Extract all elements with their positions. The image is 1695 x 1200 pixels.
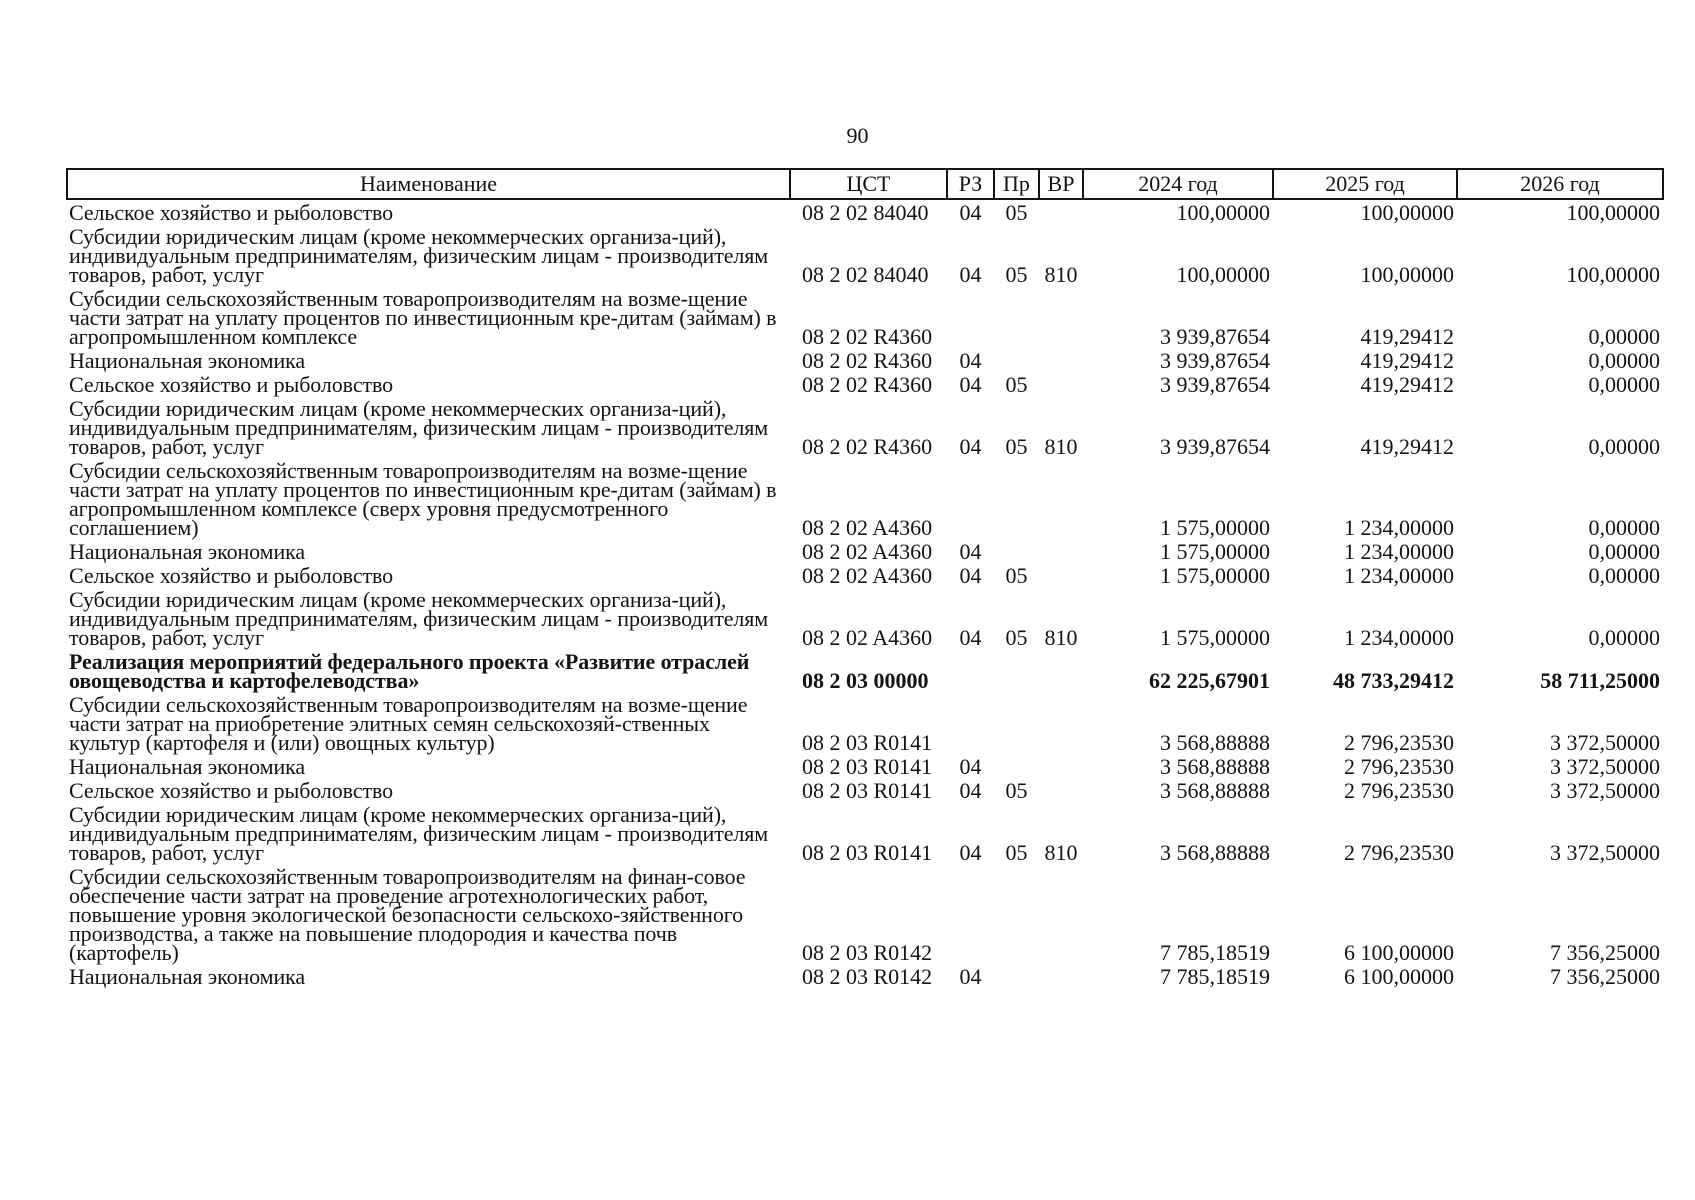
cell-cst: 08 2 03 R0142 [802, 964, 933, 989]
cell-y2026: 3 372,50000 [1550, 730, 1660, 755]
cell-name: Сельское хозяйство и рыболовство [69, 200, 394, 225]
table-row [67, 372, 1663, 396]
cell-y2026: 100,00000 [1566, 262, 1660, 287]
cell-y2024: 3 568,88888 [1160, 754, 1270, 779]
cell-y2024: 7 785,18519 [1160, 964, 1270, 989]
cell-vr [1039, 563, 1083, 587]
cell-y2025: 1 234,00000 [1344, 539, 1454, 564]
cell-vr [1039, 286, 1083, 348]
cell-vr: 810 [1044, 262, 1078, 287]
cell-cst: 08 2 03 00000 [802, 668, 929, 693]
cell-cst: 08 2 03 R0142 [802, 940, 933, 965]
cell-y2024: 3 568,88888 [1160, 778, 1270, 803]
cell-y2024: 1 575,00000 [1160, 515, 1270, 540]
cell-y2025: 100,00000 [1360, 262, 1454, 287]
cell-y2025: 48 733,29412 [1333, 668, 1454, 693]
cell-vr [1039, 199, 1083, 224]
cell-y2024: 3 939,87654 [1160, 324, 1270, 349]
cell-y2026: 100,00000 [1566, 200, 1660, 225]
cell-pr: 05 [1005, 778, 1028, 803]
cell-y2026: 0,00000 [1588, 515, 1660, 540]
cell-cst: 08 2 02 R4360 [802, 372, 933, 397]
cell-y2026: 0,00000 [1588, 348, 1660, 373]
cell-cst: 08 2 02 R4360 [802, 324, 933, 349]
cell-y2024: 1 575,00000 [1160, 563, 1270, 588]
cell-rz [947, 649, 994, 692]
cell-rz: 04 [959, 563, 982, 588]
cell-vr [1039, 964, 1083, 988]
cell-y2024: 3 939,87654 [1160, 372, 1270, 397]
cell-vr [1039, 754, 1083, 778]
cell-vr [1039, 649, 1083, 692]
cell-vr [1039, 778, 1083, 802]
table-row [67, 864, 1663, 964]
cell-cst: 08 2 03 R0141 [802, 840, 933, 865]
cell-y2024: 3 568,88888 [1160, 730, 1270, 755]
cell-rz: 04 [959, 539, 982, 564]
cell-cst: 08 2 02 A4360 [802, 539, 933, 564]
cell-vr [1039, 372, 1083, 396]
table-row [67, 778, 1663, 802]
cell-y2024: 100,00000 [1176, 200, 1270, 225]
table-row [67, 458, 1663, 539]
table-row [67, 199, 1663, 224]
cell-name: Субсидии юридическим лицам (кроме некоммерческих организа-ций), индивидуальным предпринимателям, физическим лицам - производителям товаров, работ, услуг [69, 802, 769, 865]
cell-y2026: 0,00000 [1588, 434, 1660, 459]
header-row [67, 169, 1663, 199]
cell-name: Национальная экономика [69, 754, 306, 779]
cell-y2024: 1 575,00000 [1160, 539, 1270, 564]
header-name: Наименование [67, 169, 790, 199]
cell-vr [1039, 692, 1083, 754]
table-row [67, 964, 1663, 988]
cell-rz [947, 458, 994, 539]
cell-cst: 08 2 02 84040 [802, 262, 929, 287]
cell-pr: 05 [1005, 563, 1028, 588]
cell-y2026: 3 372,50000 [1550, 754, 1660, 779]
cell-pr: 05 [1005, 625, 1028, 650]
table-row [67, 539, 1663, 563]
cell-pr: 05 [1005, 262, 1028, 287]
cell-y2025: 419,29412 [1360, 324, 1454, 349]
cell-cst: 08 2 02 A4360 [802, 515, 933, 540]
cell-y2026: 0,00000 [1588, 563, 1660, 588]
cell-rz [947, 286, 994, 348]
cell-y2026: 0,00000 [1588, 324, 1660, 349]
cell-pr: 05 [1005, 840, 1028, 865]
cell-name: Субсидии сельскохозяйственным товаропроизводителям на возме-щение части затрат на уплату процентов по инвестиционным кре-дитам (займам) в агропромышленном комплексе [69, 286, 777, 349]
table-row [67, 754, 1663, 778]
cell-name: Национальная экономика [69, 539, 306, 564]
cell-name: Национальная экономика [69, 964, 306, 989]
cell-rz: 04 [959, 372, 982, 397]
cell-y2025: 1 234,00000 [1344, 625, 1454, 650]
cell-name: Субсидии сельскохозяйственным товаропроизводителям на возме-щение части затрат на приобретение элитных семян сельскохозяй-ственных культур (картофеля и (или) овощных культур) [69, 692, 748, 755]
header-2024: 2024 год [1083, 169, 1273, 199]
cell-pr [994, 458, 1039, 539]
cell-name: Сельское хозяйство и рыболовство [69, 563, 394, 588]
header-rz: РЗ [947, 169, 994, 199]
cell-y2024: 7 785,18519 [1160, 940, 1270, 965]
table-row [67, 396, 1663, 458]
cell-y2025: 6 100,00000 [1344, 940, 1454, 965]
cell-rz: 04 [959, 262, 982, 287]
cell-y2026: 58 711,25000 [1540, 668, 1660, 693]
cell-y2025: 2 796,23530 [1344, 778, 1454, 803]
cell-y2025: 1 234,00000 [1344, 563, 1454, 588]
cell-pr [994, 348, 1039, 372]
cell-y2026: 0,00000 [1588, 539, 1660, 564]
cell-y2025: 2 796,23530 [1344, 754, 1454, 779]
cell-cst: 08 2 02 R4360 [802, 348, 933, 373]
table-row [67, 692, 1663, 754]
cell-y2025: 419,29412 [1360, 372, 1454, 397]
cell-pr [994, 649, 1039, 692]
cell-pr [994, 864, 1039, 964]
table-row [67, 348, 1663, 372]
table-row [67, 587, 1663, 649]
budget-table [66, 168, 1664, 988]
table-row [67, 649, 1663, 692]
table-body [67, 199, 1663, 988]
cell-y2025: 419,29412 [1360, 434, 1454, 459]
cell-rz: 04 [959, 434, 982, 459]
cell-pr [994, 754, 1039, 778]
table-row [67, 802, 1663, 864]
cell-name: Сельское хозяйство и рыболовство [69, 372, 394, 397]
cell-y2026: 0,00000 [1588, 625, 1660, 650]
cell-name: Субсидии юридическим лицам (кроме некоммерческих организа-ций), индивидуальным предпринимателям, физическим лицам - производителям товаров, работ, услуг [69, 396, 769, 459]
cell-rz: 04 [959, 200, 982, 225]
cell-name: Субсидии юридическим лицам (кроме некоммерческих организа-ций), индивидуальным предпринимателям, физическим лицам - производителям товаров, работ, услуг [69, 587, 769, 650]
cell-vr [1039, 348, 1083, 372]
header-2026: 2026 год [1457, 169, 1663, 199]
cell-vr: 810 [1044, 840, 1078, 865]
cell-y2026: 3 372,50000 [1550, 840, 1660, 865]
cell-vr: 810 [1044, 434, 1078, 459]
cell-vr [1039, 864, 1083, 964]
cell-rz: 04 [959, 754, 982, 779]
cell-rz [947, 692, 994, 754]
header-cst: ЦСТ [790, 169, 947, 199]
cell-y2025: 419,29412 [1360, 348, 1454, 373]
cell-name: Субсидии сельскохозяйственным товаропроизводителям на финан-совое обеспечение части затрат на проведение агротехнологических работ, повышение уровня экологической безопасности сельскохо-зяйственного производства, а также на повышение плодородия и качества почв (картофель) [69, 864, 746, 965]
cell-name: Субсидии сельскохозяйственным товаропроизводителям на возме-щение части затрат на уплату процентов по инвестиционным кре-дитам (займам) в агропромышленном комплексе (сверх уровня предусмотренного соглашением) [69, 458, 777, 540]
cell-vr: 810 [1044, 625, 1078, 650]
cell-cst: 08 2 02 A4360 [802, 625, 933, 650]
cell-pr [994, 692, 1039, 754]
cell-vr [1039, 458, 1083, 539]
cell-cst: 08 2 02 A4360 [802, 563, 933, 588]
cell-rz: 04 [959, 778, 982, 803]
cell-y2026: 0,00000 [1588, 372, 1660, 397]
cell-name: Субсидии юридическим лицам (кроме некоммерческих организа-ций), индивидуальным предпринимателям, физическим лицам - производителям товаров, работ, услуг [69, 224, 769, 287]
cell-pr [994, 286, 1039, 348]
table-row [67, 224, 1663, 286]
header-vr: ВР [1039, 169, 1083, 199]
cell-cst: 08 2 02 R4360 [802, 434, 933, 459]
header-2025: 2025 год [1273, 169, 1457, 199]
cell-name: Сельское хозяйство и рыболовство [69, 778, 394, 803]
cell-rz: 04 [959, 840, 982, 865]
table-header [67, 169, 1663, 199]
cell-cst: 08 2 03 R0141 [802, 754, 933, 779]
cell-y2025: 6 100,00000 [1344, 964, 1454, 989]
cell-pr: 05 [1005, 434, 1028, 459]
table-row [67, 563, 1663, 587]
cell-y2024: 62 225,67901 [1149, 668, 1270, 693]
cell-y2024: 3 939,87654 [1160, 434, 1270, 459]
cell-pr: 05 [1005, 372, 1028, 397]
cell-pr [994, 964, 1039, 988]
cell-y2024: 3 568,88888 [1160, 840, 1270, 865]
cell-name: Национальная экономика [69, 348, 306, 373]
cell-pr: 05 [1005, 200, 1028, 225]
cell-y2026: 3 372,50000 [1550, 778, 1660, 803]
cell-y2024: 3 939,87654 [1160, 348, 1270, 373]
cell-vr [1039, 539, 1083, 563]
cell-pr [994, 539, 1039, 563]
cell-rz: 04 [959, 625, 982, 650]
cell-y2026: 7 356,25000 [1550, 964, 1660, 989]
cell-cst: 08 2 03 R0141 [802, 778, 933, 803]
cell-y2025: 1 234,00000 [1344, 515, 1454, 540]
page-number: 90 [846, 123, 869, 148]
table-row [67, 286, 1663, 348]
cell-y2024: 1 575,00000 [1160, 625, 1270, 650]
cell-rz [947, 864, 994, 964]
cell-y2025: 100,00000 [1360, 200, 1454, 225]
cell-cst: 08 2 02 84040 [802, 200, 929, 225]
cell-rz: 04 [959, 964, 982, 989]
cell-name: Реализация мероприятий федерального проекта «Развитие отраслей овощеводства и картофелеводства» [69, 649, 750, 693]
cell-y2026: 7 356,25000 [1550, 940, 1660, 965]
header-pr: Пр [994, 169, 1039, 199]
cell-y2024: 100,00000 [1176, 262, 1270, 287]
cell-y2025: 2 796,23530 [1344, 840, 1454, 865]
cell-y2025: 2 796,23530 [1344, 730, 1454, 755]
cell-cst: 08 2 03 R0141 [802, 730, 933, 755]
cell-rz: 04 [959, 348, 982, 373]
